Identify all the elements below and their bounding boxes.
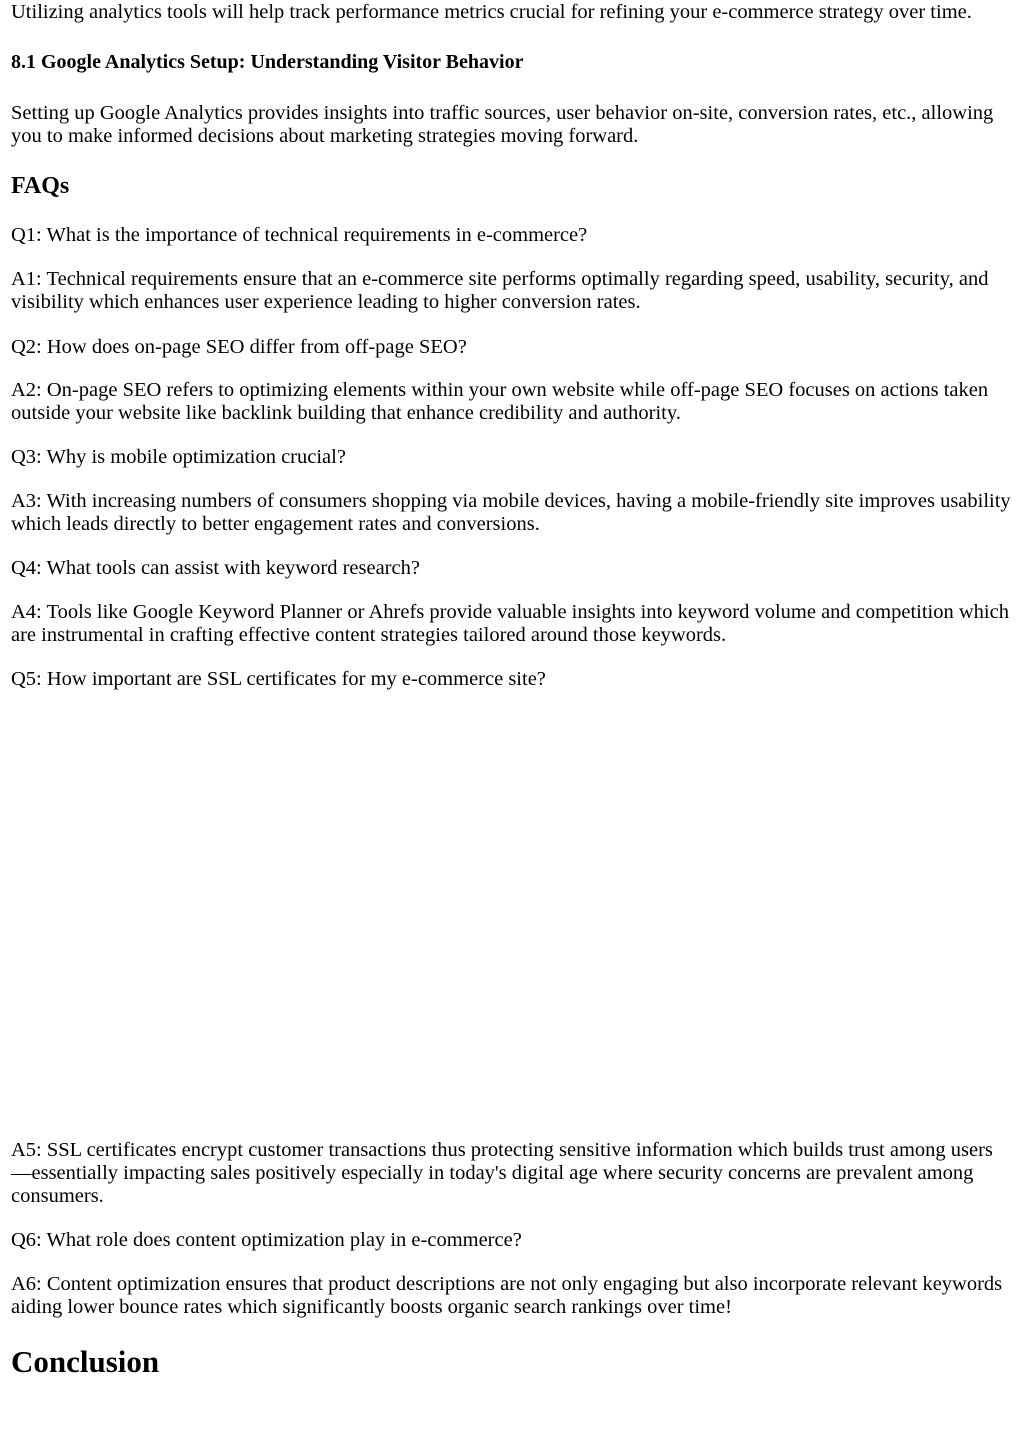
faq-answer-2: A2: On-page SEO refers to optimizing elements within your own website while off-page SEO focuses on actions taken outside your website like backlink building that enhance credibility and authority. xyxy=(11,379,989,424)
faq-answer-4: A4: Tools like Google Keyword Planner or Ahrefs provide valuable insights into keyword volume and competition which are instrumental in crafting effective content strategies tailored around those keywords. xyxy=(11,601,1009,646)
faq-question-3: Q3: Why is mobile optimization crucial? xyxy=(11,446,346,468)
faq-answer-1: A1: Technical requirements ensure that an e-commerce site performs optimally regarding speed, usability, security, and visibility which enhances user experience leading to higher conversion rates. xyxy=(11,268,989,313)
section-heading-8-1: 8.1 Google Analytics Setup: Understanding Visitor Behavior xyxy=(11,51,524,73)
faq-question-4: Q4: What tools can assist with keyword research? xyxy=(11,557,420,579)
faq-question-6: Q6: What role does content optimization play in e-commerce? xyxy=(11,1229,522,1251)
intro-paragraph: Utilizing analytics tools will help track performance metrics crucial for refining your e-commerce strategy over time. xyxy=(11,1,972,23)
conclusion-heading: Conclusion xyxy=(11,1344,160,1379)
faqs-heading: FAQs xyxy=(11,173,70,199)
faq-answer-5: A5: SSL certificates encrypt customer transactions thus protecting sensitive information which builds trust among users —essentially impacting sales positively especially in today's digital age where security concerns are prevalent among consumers. xyxy=(11,1139,993,1207)
section-8-1-paragraph: Setting up Google Analytics provides insights into traffic sources, user behavior on-site, conversion rates, etc., allowing you to make informed decisions about marketing strategies moving forward. xyxy=(11,102,994,147)
faq-question-5: Q5: How important are SSL certificates for my e-commerce site? xyxy=(11,668,546,690)
faq-answer-6: A6: Content optimization ensures that product descriptions are not only engaging but also incorporate relevant keywords aiding lower bounce rates which significantly boosts organic search rankings over time! xyxy=(11,1273,1003,1318)
faq-answer-3: A3: With increasing numbers of consumers shopping via mobile devices, having a mobile-friendly site improves usability which leads directly to better engagement rates and conversions. xyxy=(11,490,1011,535)
faq-question-1: Q1: What is the importance of technical requirements in e-commerce? xyxy=(11,224,588,246)
faq-question-2: Q2: How does on-page SEO differ from off-page SEO? xyxy=(11,336,467,358)
